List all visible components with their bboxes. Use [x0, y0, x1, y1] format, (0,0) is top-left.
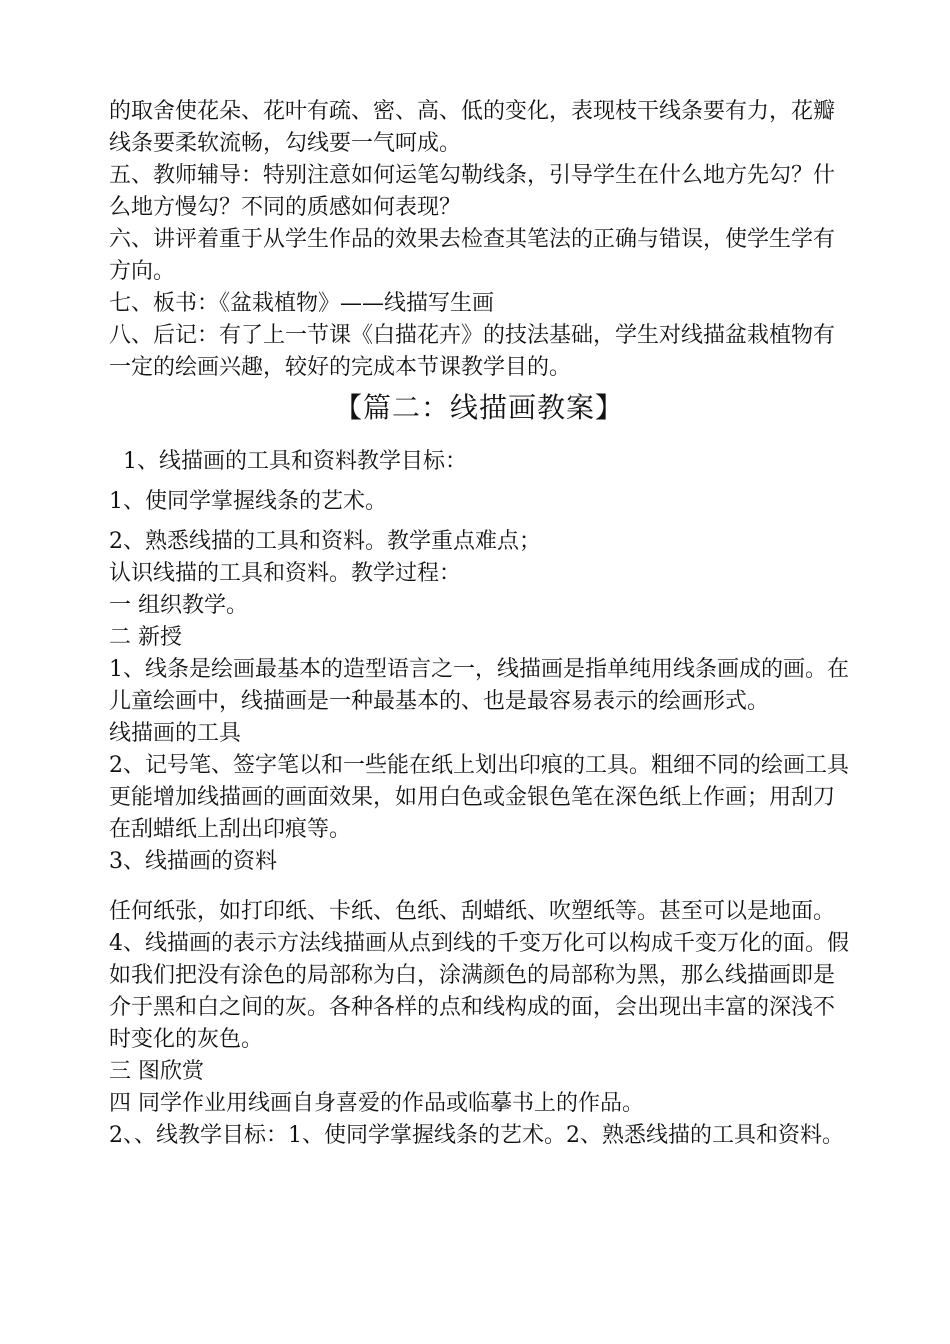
item-organize: 一 组织教学。: [109, 593, 248, 618]
paragraph-review: 六、讲评着重于从学生作品的效果去检查其笔法的正确与错误，使学生学有方向。: [109, 227, 836, 284]
paragraph-postscript: 八、后记：有了上一节课《白描花卉》的技法基础，学生对线描盆栽植物有一定的绘画兴趣，较好的完成本节课教学目的。: [109, 323, 836, 380]
item-objective-2: 2、熟悉线描的工具和资料。教学重点难点；: [109, 529, 541, 554]
paragraph-line-selection: 的取舍使花朵、花叶有疏、密、高、低的变化，表现枝干线条要有力，花瓣线条要柔软流畅，勾线要一气呵成。: [109, 99, 836, 156]
paragraph-line-definition: 1、线条是绘画最基本的造型语言之一，线描画是指单纯用线条画成的画。在儿童绘画中，线描画是一种最基本的、也是最容易表示的绘画形式。: [109, 657, 849, 714]
item-homework: 四 同学作业用线画自身喜爱的作品或临摹书上的作品。: [109, 1091, 644, 1116]
item-tools-objective: 1、线描画的工具和资料教学目标：: [123, 449, 467, 474]
item-objective-1: 1、使同学掌握线条的艺术。: [109, 489, 387, 514]
paragraph-tools: 2、记号笔、签字笔以和一些能在纸上划出印痕的工具。粗细不同的绘画工具更能增加线描画的画面效果，如用白色或金银色笔在深色纸上作画；用刮刀在刮蜡纸上刮出印痕等。: [109, 753, 849, 842]
section-title: 【篇二：线描画教案】: [333, 391, 624, 424]
heading-materials: 3、线描画的资料: [109, 849, 277, 874]
paragraph-methods: 4、线描画的表示方法线描画从点到线的千变万化可以构成千变万化的面。假如我们把没有涂色的局部称为白，涂满颜色的局部称为黑，那么线描画即是介于黑和白之间的灰。各种各样的点和线构成的面，会出现出丰富的深浅不时变化的灰色。: [109, 931, 849, 1052]
item-appreciation: 三 图欣赏: [109, 1059, 204, 1084]
paragraph-blackboard: 七、板书：《盆栽植物》——线描写生画: [109, 291, 495, 316]
item-new-lesson: 二 新授: [109, 625, 182, 650]
paragraph-line-objective: 2、、线教学目标：1、使同学掌握线条的艺术。2、熟悉线描的工具和资料。: [109, 1123, 844, 1148]
item-process: 认识线描的工具和资料。教学过程：: [109, 561, 462, 586]
paragraph-materials: 任何纸张，如打印纸、卡纸、色纸、刮蜡纸、吹塑纸等。甚至可以是地面。: [109, 899, 836, 924]
document-page: [109, 96, 849, 1152]
paragraph-teacher-guidance: 五、教师辅导：特别注意如何运笔勾勒线条，引导学生在什么地方先勾？什么地方慢勾？不同的质感如何表现？: [109, 163, 836, 220]
heading-tools: 线描画的工具: [109, 721, 242, 746]
